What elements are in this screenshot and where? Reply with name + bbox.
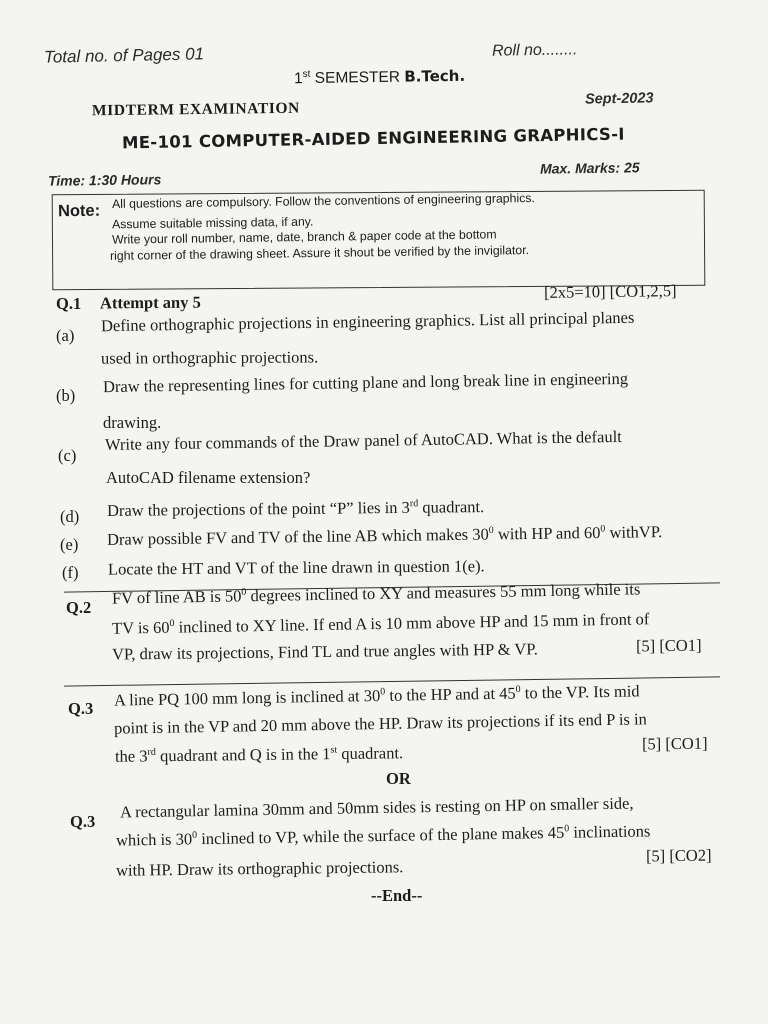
q3b-line-2-mid: inclined to VP, while the surface of the plane makes 45 bbox=[196, 822, 565, 849]
q2-line-2-post: inclined to XY line. If end A is 10 mm above HP and 15 mm in front of bbox=[174, 609, 650, 637]
q1d-text bbox=[107, 497, 484, 521]
q1d-text-pre: Draw the projections of the point “P” lies in 3 bbox=[106, 497, 410, 520]
q3b-number: Q.3 bbox=[70, 812, 96, 831]
q3a-sup-1: 0 bbox=[380, 686, 386, 698]
note-line-1: All questions are compulsory. Follow the conventions of engineering graphics. bbox=[111, 191, 535, 211]
q2-line-1-post: degrees inclined to XY and measures 55 mm long while its bbox=[246, 579, 641, 606]
q3a-marks: [5] [CO1] bbox=[641, 733, 708, 754]
roll-number: Roll no........ bbox=[491, 41, 578, 60]
q3b-line-2-pre: which is 30 bbox=[115, 829, 193, 850]
q1-number: Q.1 bbox=[56, 294, 82, 313]
total-pages: Total no. of Pages 01 bbox=[43, 44, 205, 67]
q1b-line-1: Draw the representing lines for cutting plane and long break line in engineering bbox=[102, 368, 629, 397]
semester-number: 1 bbox=[293, 70, 303, 88]
exam-date: Sept-2023 bbox=[584, 90, 654, 108]
q3a-line-3-pre: the 3 bbox=[114, 746, 148, 766]
q1c-line-1: Write any four commands of the Draw panel of AutoCAD. What is the default bbox=[104, 426, 622, 455]
q1c-line-2: AutoCAD filename extension? bbox=[106, 468, 311, 487]
q1e-text bbox=[107, 522, 662, 550]
semester-label: SEMESTER bbox=[310, 68, 405, 87]
q1e-text-pre: Draw possible FV and TV of the line AB which makes 30 bbox=[106, 524, 489, 549]
q3a-line-1-post: to the VP. Its mid bbox=[520, 681, 640, 703]
q2-line-2-pre: TV is 60 bbox=[111, 617, 170, 638]
q1d-sup: rd bbox=[409, 498, 419, 510]
q2-number: Q.2 bbox=[66, 598, 92, 617]
exam-time: Time: 1:30 Hours bbox=[47, 171, 162, 189]
q2-line-1 bbox=[112, 579, 641, 608]
q1a-line-2: used in orthographic projections. bbox=[100, 347, 319, 368]
q1e-text-post: withVP. bbox=[605, 522, 663, 542]
q3b-line-1: A rectangular lamina 30mm and 50mm sides is resting on HP on smaller side, bbox=[119, 793, 634, 822]
note-line-3: Write your roll number, name, date, branch & paper code at the bottom bbox=[111, 227, 497, 247]
end-marker: --End-- bbox=[371, 886, 423, 905]
q2-line-1-pre: FV of line AB is 50 bbox=[111, 586, 242, 608]
q1a-label: (a) bbox=[56, 326, 75, 345]
q3a-line-2: point is in the VP and 20 mm above the HP. Draw its projections if its end P is in bbox=[113, 709, 647, 738]
q2-line-3: VP, draw its projections, Find TL and true angles with HP & VP. bbox=[111, 639, 538, 664]
q1b-line-2: drawing. bbox=[103, 413, 162, 432]
semester-suffix: st bbox=[302, 68, 311, 80]
q3a-line-3 bbox=[115, 743, 403, 767]
q3b-marks: [5] [CO2] bbox=[645, 845, 712, 866]
q3a-sup-2: 0 bbox=[515, 683, 521, 696]
q1d-text-post: quadrant. bbox=[418, 497, 485, 517]
q1a-line-1: Define orthographic projections in engineering graphics. List all principal planes bbox=[100, 307, 635, 336]
q1f-label: (f) bbox=[62, 563, 79, 582]
q1e-sup-2: 0 bbox=[600, 523, 606, 535]
or-separator: OR bbox=[386, 769, 411, 788]
degree: B.Tech. bbox=[404, 66, 466, 86]
q3a-line-1 bbox=[114, 681, 640, 710]
q1e-text-mid: with HP and 60 bbox=[493, 522, 601, 544]
q2-line-2 bbox=[112, 609, 650, 638]
q3a-line-3-post: quadrant. bbox=[337, 743, 404, 764]
q3b-line-2 bbox=[116, 821, 651, 850]
note-line-2: Assume suitable missing data, if any. bbox=[111, 214, 314, 232]
semester-line bbox=[294, 67, 465, 88]
exam-type: MIDTERM EXAMINATION bbox=[91, 99, 300, 120]
q3b-sup-1: 0 bbox=[191, 829, 198, 841]
q3a-line-1-pre: A line PQ 100 mm long is inclined at 30 bbox=[113, 685, 381, 710]
q3b-sup-2: 0 bbox=[564, 823, 570, 835]
q1f-text: Locate the HT and VT of the line drawn in question 1(e). bbox=[107, 556, 485, 579]
q3a-number: Q.3 bbox=[68, 699, 94, 718]
q2-marks: [5] [CO1] bbox=[635, 635, 702, 656]
q3a-sup-3: rd bbox=[147, 746, 156, 758]
q2-sup-2: 0 bbox=[169, 618, 175, 630]
q3a-sup-4: st bbox=[330, 744, 338, 756]
q1-marks: [2x5=10] [CO1,2,5] bbox=[543, 281, 677, 302]
note-line-4: right corner of the drawing sheet. Assure it shout be verified by the invigilator. bbox=[109, 243, 530, 263]
q3b-line-2-post: inclinations bbox=[569, 821, 651, 842]
q1d-label: (d) bbox=[60, 507, 80, 526]
course-title: ME-101 COMPUTER-AIDED ENGINEERING GRAPHICS-I bbox=[121, 124, 625, 153]
q1e-sup-1: 0 bbox=[488, 524, 494, 537]
note-label: Note: bbox=[57, 201, 101, 221]
q3b-line-3: with HP. Draw its orthographic projections. bbox=[115, 857, 404, 880]
q1c-label: (c) bbox=[58, 446, 77, 465]
q1b-label: (b) bbox=[56, 386, 76, 405]
q3a-line-3-mid: quadrant and Q is in the 1 bbox=[155, 744, 331, 766]
q2-sup-1: 0 bbox=[241, 586, 247, 598]
max-marks: Max. Marks: 25 bbox=[539, 159, 640, 177]
q3a-line-1-mid: to the HP and at 45 bbox=[385, 683, 516, 705]
q1-title: Attempt any 5 bbox=[99, 292, 201, 313]
q1e-label: (e) bbox=[60, 535, 79, 554]
